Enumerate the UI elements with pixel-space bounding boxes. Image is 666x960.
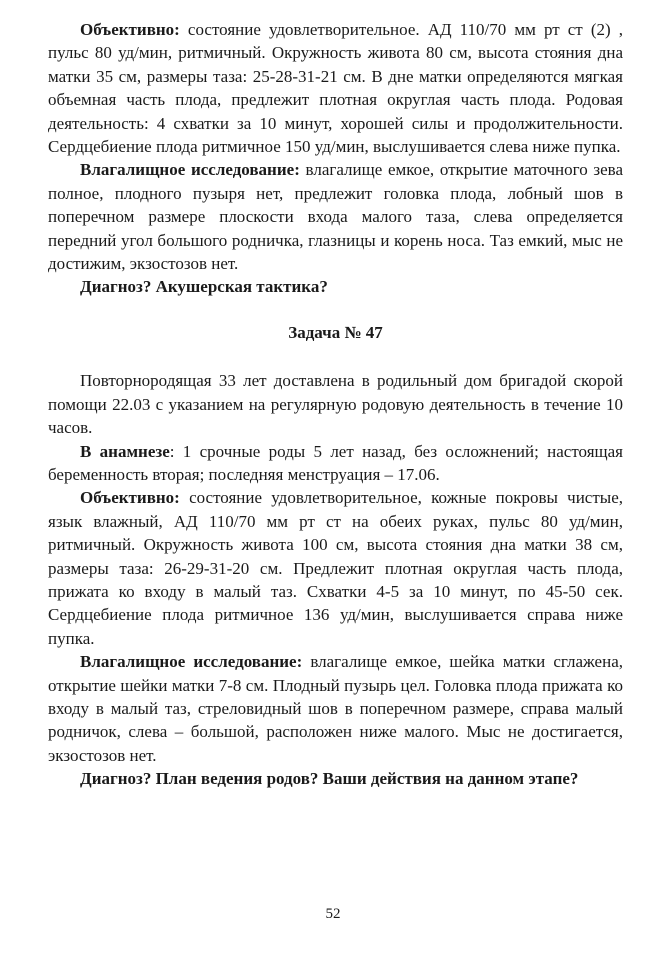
case46-question: Диагноз? Акушерская тактика? [80,277,328,297]
case47-anamnesis-label: В анамнезе [80,441,170,461]
case47-vaginal-text: влагалище емкое, шейка матки сглажена, открытие шейки матки 7-8 см. Плодный пузырь цел. Головка плода прижата ко входу в малый таз, стреловидный шов в поперечном размере, справа малый родничок, слева – большой, расположен ниже малого. Мыс не достигается, экзостозов нет. [48,652,623,765]
document-page [48,18,623,791]
case47-heading: Задача № 47 [288,322,383,342]
case46-vaginal-text: влагалище емкое, открытие маточного зева полное, плодного пузыря нет, предлежит головка плода, лобный шов в поперечном размере плоскости входа малого таза, слева определяется передний угол большого родничка, глазницы и корень носа. Таз емкий, мыс не достижим, экзостозов нет. [48,160,623,274]
case47-anamnesis-paragraph [48,440,623,487]
case47-question: Диагноз? План ведения родов? Ваши действия на данном этапе? [80,769,579,789]
case47-vaginal-label: Влагалищное исследование: [80,652,303,672]
case47-intro-paragraph: Повторнородящая 33 лет доставлена в родильный дом бригадой скорой помощи 22.03 с указанием на регулярную родовую деятельность в течение 10 часов. [48,371,623,438]
page-number: 52 [325,906,341,922]
case47-anamnesis-text: : 1 срочные роды 5 лет назад, без осложнений; настоящая беременность вторая; последняя менструация – 17.06. [48,441,623,484]
case46-vaginal-paragraph [48,158,623,275]
case47-objective-paragraph [48,486,623,650]
case46-objective-paragraph [48,18,623,158]
case47-objective-label: Объективно: [80,488,180,508]
case47-vaginal-paragraph [48,650,623,767]
case47-objective-text: состояние удовлетворительное, кожные покровы чистые, язык влажный, АД 110/70 мм рт ст на обеих руках, пульс 80 уд/мин, ритмичный. Окружность живота 100 см, высота стояния дна матки 38 см, размеры таза: 26-29-31-20 см. Предлежит плотная округлая часть плода, прижата ко входу в малый таз. Схватки 4-5 за 10 минут, по 45-50 сек. Сердцебиение плода ритмичное 136 уд/мин, выслушивается справа ниже пупка. [48,488,623,648]
case46-vaginal-label: Влагалищное исследование: [80,160,300,180]
case46-objective-text: состояние удовлетворительное. АД 110/70 мм рт ст (2) , пульс 80 уд/мин, ритмичный. Окружность живота 80 см, высота стояния дна матки 35 см, размеры таза: 25-28-31-21 см. В дне матки определяются мягкая объемная часть плода, предлежит плотная округлая часть плода. Родовая деятельность: 4 схватки за 10 минут, хорошей силы и продолжительности. Сердцебиение плода ритмичное 150 уд/мин, выслушивается слева ниже пупка. [48,20,623,157]
case46-objective-label: Объективно: [80,20,180,39]
